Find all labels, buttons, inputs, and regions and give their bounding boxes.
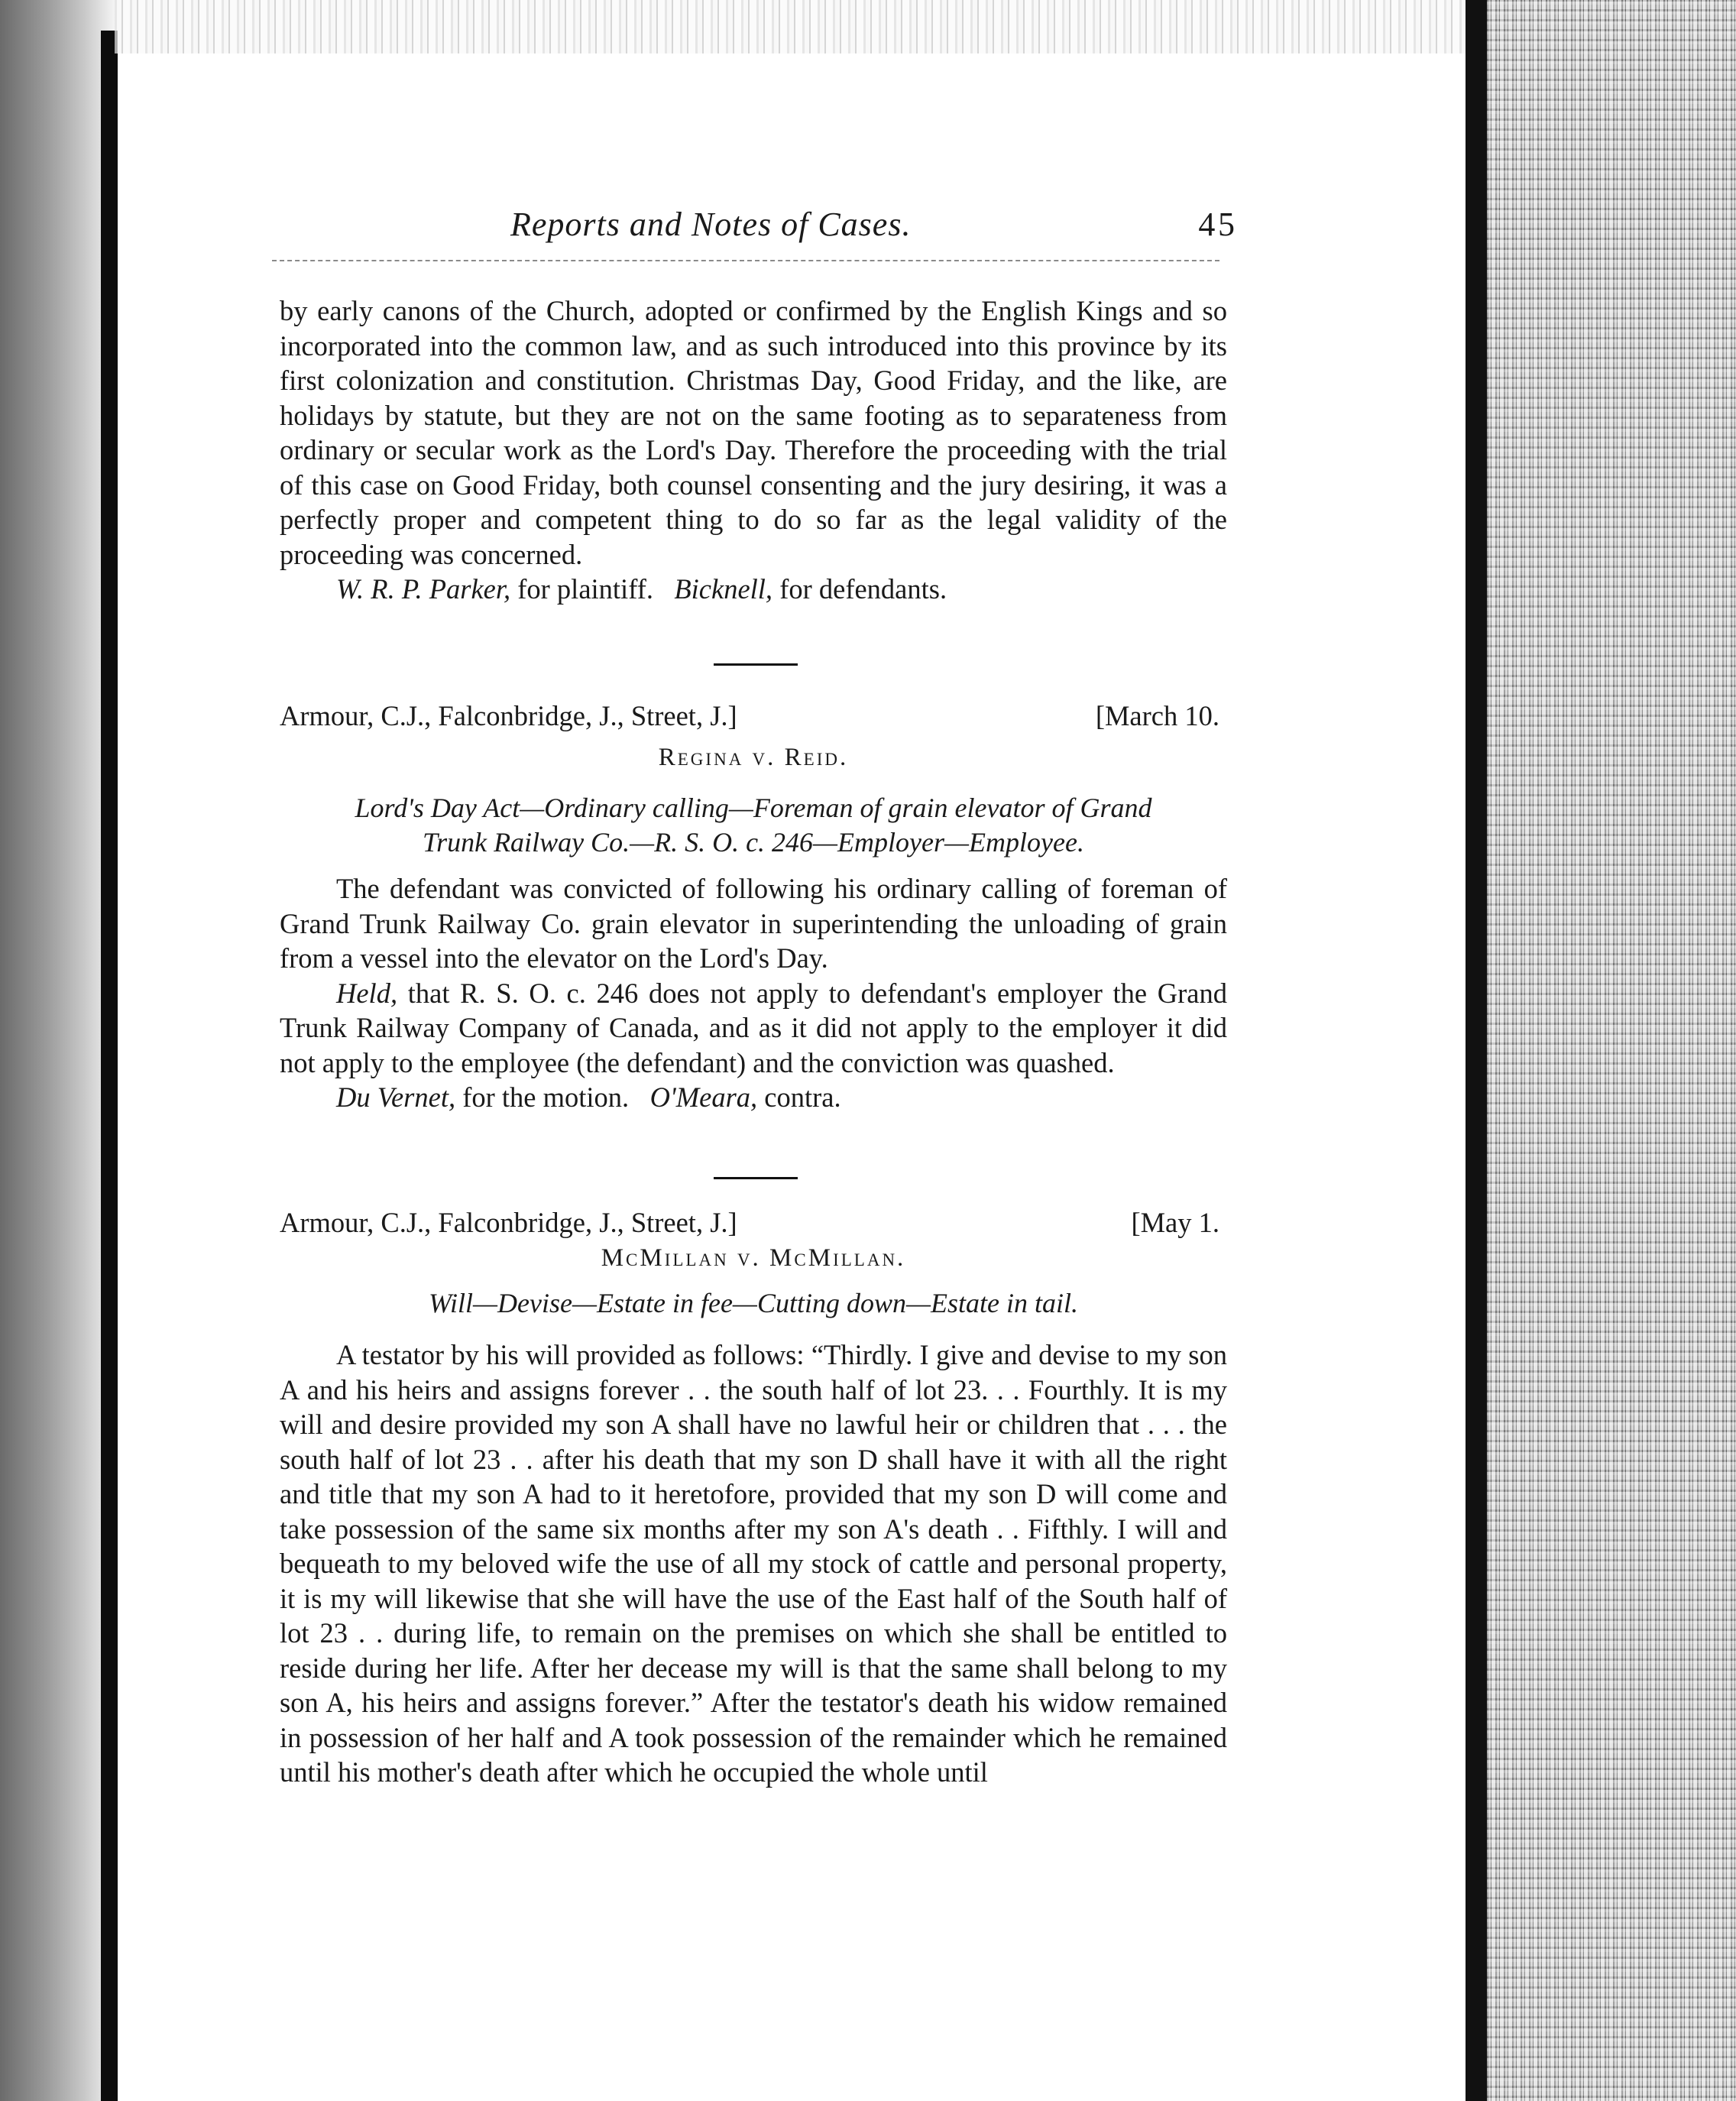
case1-court-line: [280, 699, 1227, 732]
case1-date: [March 10.: [1095, 700, 1219, 731]
counsel-plaintiff-role: for plaintiff.: [510, 573, 653, 605]
case1-counsel-b-name: O'Meara,: [649, 1081, 758, 1113]
case1-held: [280, 976, 1227, 1081]
case1-headnote-line2: Trunk Railway Co.—R. S. O. c. 246—Employer—Employee.: [423, 827, 1084, 858]
scan-binding-shadow: [0, 0, 115, 2101]
section-divider: [714, 663, 798, 666]
case2-date: [May 1.: [1131, 1207, 1219, 1238]
case1-counsel-b-role: contra.: [757, 1081, 841, 1113]
running-head: [280, 205, 1235, 251]
case1-held-text: that R. S. O. c. 246 does not apply to defendant's employer the Grand Trunk Railway Company of Canada, and as it did not apply to the employer it did not apply to the employee (the defendant) and the conviction was quashed.: [280, 977, 1227, 1078]
section-divider: [714, 1177, 798, 1179]
case2-headnote: Will—Devise—Estate in fee—Cutting down—Estate in tail.: [429, 1288, 1078, 1318]
case1-counsel-a-name: Du Vernet,: [336, 1081, 456, 1113]
page-number: 4 5: [1198, 206, 1235, 243]
case1-headnote: [280, 791, 1227, 860]
case1-counsel-a-role: for the motion.: [455, 1081, 630, 1113]
counsel-defendant-role: for defendants.: [772, 573, 947, 605]
case2-title: McMillan v. McMillan.: [601, 1244, 906, 1272]
case2-body: [280, 1337, 1227, 1790]
case1-body: [280, 871, 1227, 1115]
case2-court-line: [280, 1206, 1227, 1239]
head-rule: [272, 260, 1219, 261]
case1-facts: The defendant was convicted of following his ordinary calling of foreman of Grand Trunk Railway Co. grain elevator in superintending the unloading of grain from a vessel into the elevator on the Lord's Day.: [280, 873, 1227, 974]
carryover-counsel-line: [280, 572, 1227, 607]
page-edge-dark: [1466, 0, 1487, 2101]
case1-counsel-line: [280, 1080, 1227, 1115]
carryover-section: [280, 293, 1227, 607]
case1-judges: Armour, C.J., Falconbridge, J., Street, J.]: [280, 700, 737, 731]
scan-top-noise: [115, 0, 1475, 53]
case1-headnote-line1: Lord's Day Act—Ordinary calling—Foreman of grain elevator of Grand: [355, 793, 1152, 823]
case1-title: Regina v. Reid.: [658, 744, 849, 771]
counsel-plaintiff-name: W. R. P. Parker,: [336, 573, 511, 605]
case2-judges: Armour, C.J., Falconbridge, J., Street, J.]: [280, 1207, 737, 1238]
carryover-paragraph: by early canons of the Church, adopted or confirmed by the English Kings and so incorporated into the common law, and as such introduced into this province by its first colonization and constitution. Christmas Day, Good Friday, and the like, are holidays by statute, but they are not on the same footing as to separateness from ordinary or secular work as the Lord's Day. Therefore the proceeding with the trial of this case on Good Friday, both counsel consenting and the jury desiring, it was a perfectly proper and competent thing to do so far as the legal validity of the proceeding was concerned.: [280, 295, 1227, 570]
counsel-defendant-name: Bicknell,: [674, 573, 773, 605]
case1-held-label: Held,: [336, 977, 398, 1009]
case2-will-paragraph: A testator by his will provided as follows: “Thirdly. I give and devise to my son A and his heirs and assigns forever . . the south half of lot 23. . . Fourthly. It is my will and desire provided my son A shall have no lawful heir or children that . . . the south half of lot 23 . . after his death that my son D shall have it with all the right and title that my son A had to it heretofore, provided that my son D will come and take possession of the same six months after my son A's death . . Fifthly. I will and bequeath to my beloved wife the use of all my stock of cattle and personal property, it is my will likewise that she will have the use of the East half of the South half of lot 23 . . during life, to remain on the premises on which she shall be entitled to reside during her life. After her decease my will is that the same shall belong to my son A, his heirs and assigns forever.” After the testator's death his widow remained in possession of her half and A took possession of the remainder which he remained until his mother's death after which he occupied the whole until: [280, 1339, 1227, 1788]
book-spine-edge: [101, 31, 118, 2101]
running-head-title: Reports and Notes of Cases.: [510, 206, 912, 243]
book-fore-edge: [1487, 0, 1736, 2101]
